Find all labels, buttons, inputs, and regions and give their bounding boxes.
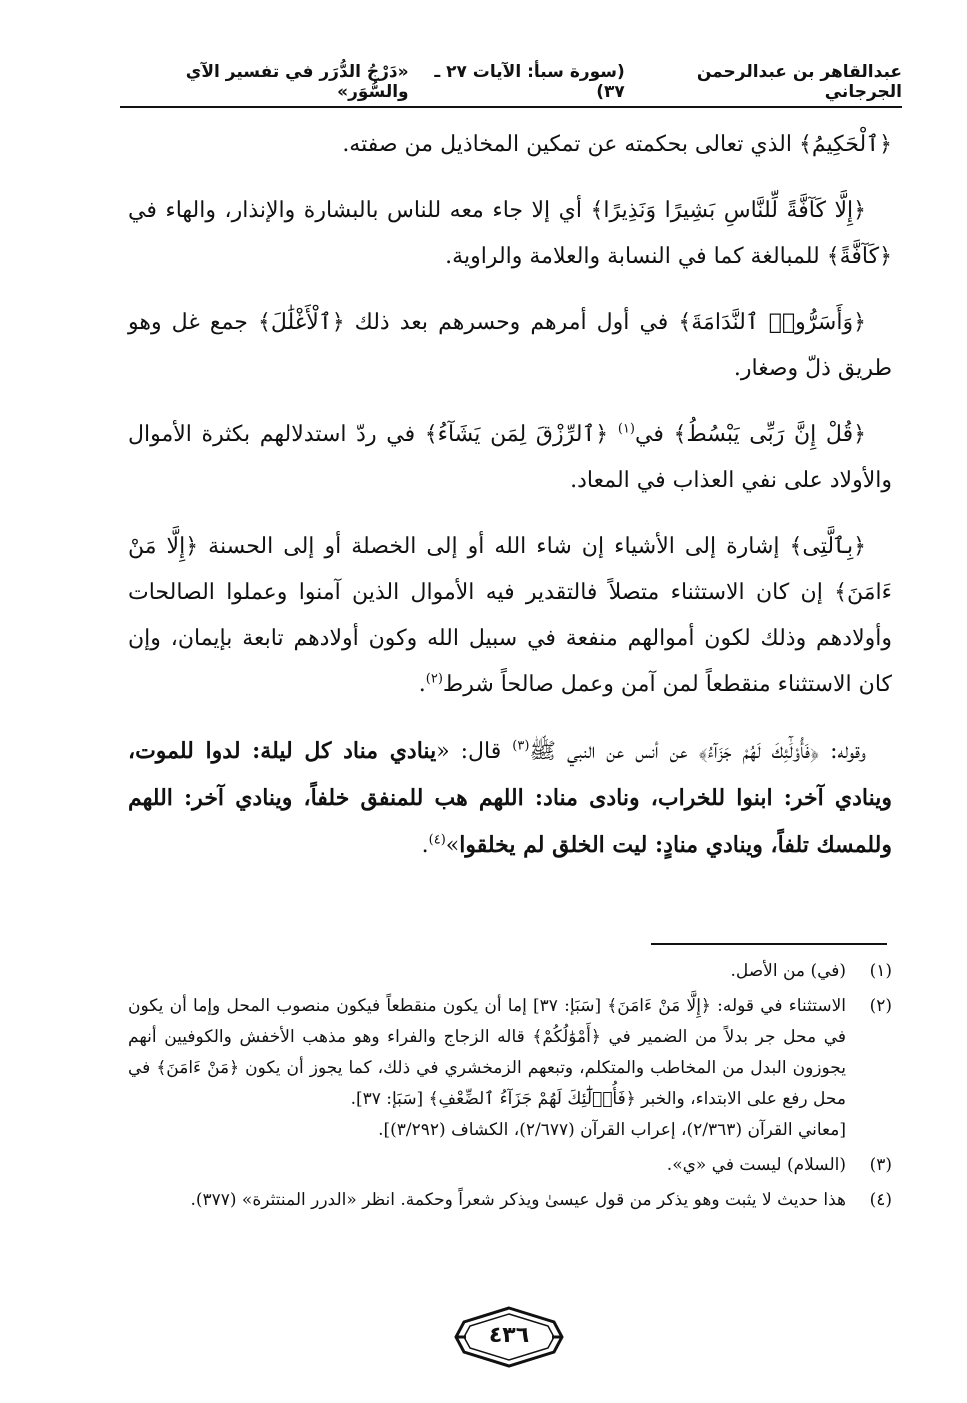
footnote-rule (651, 943, 887, 945)
footnote-number: (١) (869, 961, 892, 981)
footnote-number: (٢) (869, 996, 892, 1016)
paragraph-3 (128, 300, 892, 392)
footnote-text: (السلام) ليست في «ي». (666, 1155, 846, 1175)
paragraph-text: » (445, 833, 460, 858)
main-text (128, 122, 892, 889)
page-number: ٤٣٦ (488, 1323, 530, 1348)
header-section: (سورة سبأ: الآيات ٢٧ ـ ٣٧) (434, 62, 625, 102)
paragraph-text: في ردّ استدلالهم بكثرة الأموال والأولاد على نفي العذاب في المعاد. (128, 422, 892, 493)
footnote-text: (في) من الأصل. (730, 961, 846, 981)
paragraph-4 (128, 412, 892, 504)
header-rule (120, 106, 902, 108)
footnote-reference: [معاني القرآن (٢/٣٦٣)، إعراب القرآن (٢/٦٧٧)، الكشاف (٣/٢٩٢)]. (378, 1120, 846, 1140)
quran-quote: ﴿ٱلرِّزْقَ لِمَن يَشَآءُ﴾ (424, 422, 618, 447)
quran-quote: ﴿قُلْ إِنَّ رَبِّى يَبْسُطُ﴾ (673, 422, 866, 447)
paragraph-6 (128, 728, 892, 869)
footnote-4 (128, 1185, 892, 1216)
paragraph-1 (128, 122, 892, 168)
header-book-title: «دَرْجُ الدُّرَر في تفسير الآي والسُّوَر» (185, 62, 409, 102)
paragraph-2 (128, 188, 892, 280)
paragraph-text: أي إلا جاء معه للناس بالبشارة والإنذار، والهاء في (128, 198, 591, 223)
paragraph-text: قال: « (436, 739, 513, 764)
paragraph-text: وقوله: (819, 739, 866, 764)
footnote-ref[interactable]: (٢) (425, 671, 443, 687)
footnote-ref[interactable]: (١) (617, 421, 635, 437)
footnote-1 (128, 956, 892, 987)
paragraph-text: في (634, 422, 674, 447)
paragraph-text: الذي تعالى بحكمته عن تمكين المخاذيل من صفته. (342, 132, 799, 157)
quran-quote: ﴿ٱلْأَغْلَٰلَ﴾ (257, 310, 345, 335)
quran-quote: ﴿إِلَّا مَنْ ءَامَنَ﴾ (128, 534, 892, 605)
paragraph-text: عن أنس عن النبي ﷺ (529, 739, 699, 764)
quran-quote: ﴿كَآفَّةً﴾ (826, 244, 892, 269)
paragraph-text: إن كان الاستثناء متصلاً فالتقدير فيه الأموال الذين آمنوا وعملوا الصالحات وأولادهم وذلك لكون أموالهم منفعة في سبيل الله وكون أولادهم تابعة بإيمان، وإن كان الاستثناء منقطعاً لمن آمن وعمل صالحاً شرط (128, 580, 892, 697)
footnote-number: (٣) (869, 1155, 892, 1175)
footnote-ref[interactable]: (٣) (512, 738, 530, 754)
footnote-text-block (128, 991, 846, 1146)
quran-quote: ﴿بِٱلَّتِى﴾ (789, 534, 866, 559)
paragraph-text: جمع غل وهو طريق ذلّ وصغار. (128, 310, 892, 381)
paragraph-text: . (418, 672, 426, 697)
quran-quote: ﴿فَأُو۟لَٰٓئِكَ لَهُمْ جَزَآءُ﴾ (698, 739, 820, 764)
header-author: عبدالقاهر بن عبدالرحمن الجرجاني (696, 62, 902, 102)
footnote-3 (128, 1150, 892, 1181)
running-header (120, 62, 902, 102)
footnote-text: هذا حديث لا يثبت وهو يذكر من قول عيسىٰ ويذكر شعراً وحكمة. انظر «الدرر المنتثرة» (٣٧٧). (190, 1190, 846, 1210)
footnote-ref[interactable]: (٤) (428, 832, 446, 848)
footnotes (128, 956, 892, 1220)
paragraph-text: في أول أمرهم وحسرهم بعد ذلك (344, 310, 679, 335)
footnote-text: الاستثناء في قوله: ﴿إِلَّا مَنْ ءَامَنَ﴾ [سَبَإ: ٣٧] إما أن يكون منقطعاً فيكون منصوب المحل وإما أن يكون في محل جر بدلاً من الضمير في ﴿أَمْوَٰلُكُمْ﴾ قاله الزجاج والفراء وهو مذهب الأخفش والكوفيين أنهم يجوزون البدل من المخاطب والمتكلم، وتبعهم الزمخشري في ذلك، كما يجوز أن يكون ﴿مَنْ ءَامَنَ﴾ في محل رفع على الابتداء، والخبر ﴿فَأُو۟لَٰٓئِكَ لَهُمْ جَزَآءُ ٱلضِّعْفِ﴾ [سَبَإ: ٣٧]. (128, 996, 846, 1109)
footnote-2 (128, 991, 892, 1146)
quran-quote: ﴿وَأَسَرُّوا۟ ٱلنَّدَامَةَ﴾ (678, 310, 866, 335)
paragraph-text: للمبالغة كما في النسابة والعلامة والراوية. (445, 244, 827, 269)
paragraph-text: . (421, 833, 429, 858)
paragraph-5 (128, 524, 892, 708)
hadith-text: ينادي مناد كل ليلة: لدوا للموت، وينادي آخر: ابنوا للخراب، ونادى مناد: اللهم هب للمنفق خلفاً، وينادي آخر: اللهم وللمسك تلفاً، وينادي منادٍ: ليت الخلق لم يخلقوا (128, 738, 892, 858)
footnote-number: (٤) (869, 1190, 892, 1210)
paragraph-text: إشارة إلى الأشياء إن شاء الله أو إلى الخصلة أو إلى الحسنة (198, 534, 790, 559)
quran-quote: ﴿إِلَّا كَآفَّةً لِّلنَّاسِ بَشِيرًا وَنَذِيرًا﴾ (590, 198, 866, 223)
quran-quote: ﴿ٱلْحَكِيمُ﴾ (798, 132, 892, 157)
